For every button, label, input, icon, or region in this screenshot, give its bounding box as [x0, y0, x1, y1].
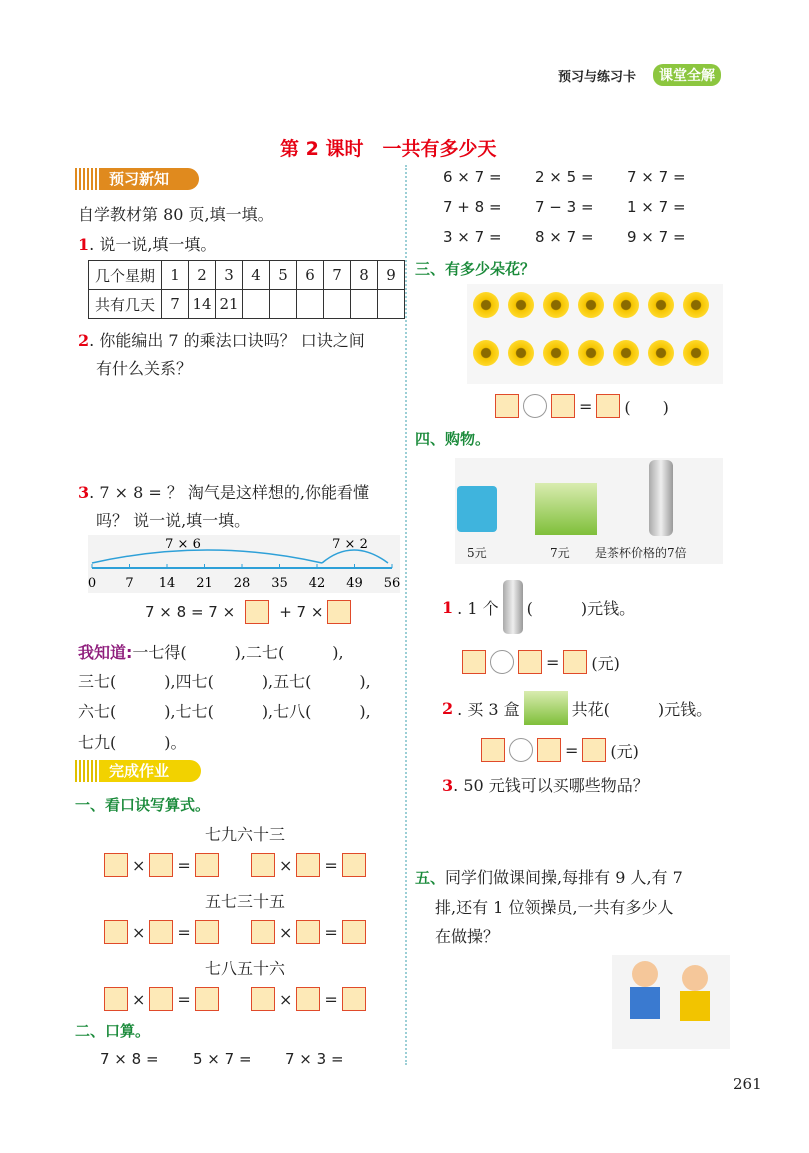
unit: (元) [591, 653, 620, 673]
q-text: ( )元钱。 [526, 598, 636, 618]
answer-box[interactable] [195, 853, 219, 877]
weeks-cell: 3 [216, 261, 243, 290]
flower-icon [543, 292, 569, 318]
flower-icon [578, 292, 604, 318]
flower-icon [613, 340, 639, 366]
eq-sign: = [324, 989, 338, 1009]
operator-circle[interactable] [509, 738, 533, 762]
equation-row [104, 920, 219, 944]
q3-equation [145, 600, 351, 624]
price: 是茶杯价格的7倍 [595, 546, 687, 560]
weeks-cell: 1 [162, 261, 189, 290]
s5-text: 在做操？ [435, 927, 500, 946]
tick-label: 14 [158, 576, 176, 591]
section-5 [415, 863, 683, 951]
eq-sign: = [324, 855, 338, 875]
answer-box[interactable] [296, 853, 320, 877]
times-sign: × [132, 855, 146, 875]
page-number: 261 [733, 1075, 762, 1093]
answer-box[interactable] [251, 987, 275, 1011]
q-number: 2 [78, 331, 90, 350]
weeks-table [88, 260, 405, 319]
equation-row [104, 987, 219, 1011]
products-image [455, 458, 723, 564]
flowers-equation [495, 394, 669, 418]
thermos-icon [503, 580, 523, 634]
thermos-icon [649, 460, 673, 536]
series-badge: 课堂全解 [653, 64, 721, 86]
times-sign: × [279, 989, 293, 1009]
equation-row [251, 853, 366, 877]
times-sign: × [279, 855, 293, 875]
answer-box[interactable] [251, 920, 275, 944]
answer-box[interactable] [563, 650, 587, 674]
q-text: 共花( )元钱。 [571, 699, 713, 719]
calc-item: 7 × 7 = [627, 168, 686, 186]
children-exercising-image [612, 955, 730, 1049]
flower-icon [578, 340, 604, 366]
flower-icon [683, 292, 709, 318]
answer-box[interactable] [327, 600, 351, 624]
number-line [88, 535, 400, 593]
know-label: 我知道: [78, 643, 133, 662]
days-cell[interactable] [270, 290, 297, 319]
q-text: . 买 3 盒 [457, 699, 520, 719]
flower-icon [648, 292, 674, 318]
tick-label: 35 [271, 576, 288, 591]
tick-label: 49 [346, 576, 363, 591]
rhyme: 七八五十六 [205, 959, 286, 978]
eq-sign: = [324, 922, 338, 942]
weeks-cell: 7 [324, 261, 351, 290]
answer-box[interactable] [149, 920, 173, 944]
section-3-title: 三、有多少朵花？ [415, 260, 536, 278]
days-cell[interactable] [324, 290, 351, 319]
q-number: 2 [442, 698, 454, 718]
rhyme: 七九六十三 [205, 825, 286, 844]
weeks-cell: 9 [378, 261, 405, 290]
equation-row [251, 987, 366, 1011]
flower-icon [543, 340, 569, 366]
calc-item: 1 × 7 = [627, 198, 686, 216]
q3-text [78, 480, 369, 503]
calc-item: 2 × 5 = [535, 168, 594, 186]
q-text: . 50 元钱可以买哪些物品？ [453, 776, 649, 795]
know-line-2: 三七( ),四七( ),五七( ), [78, 672, 371, 691]
tick-label: 7 [125, 576, 134, 591]
s5-text: 同学们做课间操,每排有 9 人,有 7 [445, 868, 683, 887]
flower-icon [648, 340, 674, 366]
q-number: 1 [78, 235, 90, 254]
q-number: 3 [78, 483, 90, 502]
q-text: . 1 个 [457, 598, 499, 618]
calc-item: 7 × 3 = [285, 1050, 344, 1068]
days-cell[interactable] [378, 290, 405, 319]
shop-q2 [442, 690, 712, 726]
weeks-cell: 2 [189, 261, 216, 290]
calc-item: 7 × 8 = [100, 1050, 159, 1068]
q-text: . 说一说,填一填。 [89, 235, 217, 254]
preview-banner: 预习新知 [75, 168, 199, 190]
answer-box[interactable] [149, 853, 173, 877]
weeks-cell: 8 [351, 261, 378, 290]
tick-label: 42 [308, 576, 326, 591]
answer-box[interactable] [296, 920, 320, 944]
tick-label: 21 [196, 576, 213, 591]
answer-box[interactable] [342, 920, 366, 944]
answer-box[interactable] [149, 987, 173, 1011]
days-cell[interactable] [351, 290, 378, 319]
know-text: 一七得( ),二七( ), [132, 643, 344, 662]
answer-box[interactable] [582, 738, 606, 762]
mug-icon [457, 486, 497, 532]
tick-label: 28 [233, 576, 251, 591]
flower-icon [508, 340, 534, 366]
days-cell[interactable] [243, 290, 270, 319]
column-divider [405, 165, 407, 1065]
rhyme: 五七三十五 [205, 892, 286, 911]
times-sign: × [132, 922, 146, 942]
eq-sign: = [177, 855, 191, 875]
book-series: 预习与练习卡 [558, 70, 637, 85]
eq-sign: = [177, 922, 191, 942]
eq-sign: = [579, 396, 593, 416]
section-1-title: 一、看口诀写算式。 [75, 796, 211, 814]
eq-sign: = [177, 989, 191, 1009]
know-line-1 [78, 640, 344, 663]
know-line-3: 六七( ),七七( ),七八( ), [78, 702, 371, 721]
price: 5元 [467, 546, 487, 560]
answer-box[interactable] [537, 738, 561, 762]
intro-text: 自学教材第 80 页,填一填。 [78, 205, 274, 224]
homework-banner: 完成作业 [75, 760, 201, 782]
eq-text: 7 × 8 = 7 × [145, 603, 236, 621]
answer-box[interactable] [342, 987, 366, 1011]
q-text: . 7 × 8 = ？ 淘气是这样想的,你能看懂 [89, 483, 370, 502]
tea-box-icon [535, 483, 597, 535]
answer-box[interactable] [596, 394, 620, 418]
arc-label: 7 × 6 [165, 537, 201, 552]
answer-box[interactable] [495, 394, 519, 418]
page-title: 第 2 课时 一共有多少天 [280, 138, 497, 160]
times-sign: × [279, 922, 293, 942]
q2-text [78, 328, 365, 351]
tick-label: 0 [88, 576, 97, 591]
section-5-title: 五、 [415, 869, 446, 887]
tea-box-icon [524, 691, 568, 725]
answer-box[interactable] [104, 920, 128, 944]
unit: (元) [610, 741, 639, 761]
unit-paren: ( ) [624, 397, 669, 417]
weeks-cell: 5 [270, 261, 297, 290]
calc-item: 7 − 3 = [535, 198, 594, 216]
answer-box[interactable] [296, 987, 320, 1011]
operator-circle[interactable] [490, 650, 514, 674]
shop-q1 [442, 578, 635, 636]
q-number: 3 [442, 776, 454, 795]
shop-q1-equation [462, 650, 620, 674]
flowers-image [467, 284, 723, 384]
price: 7元 [550, 546, 570, 560]
flower-icon [473, 340, 499, 366]
flower-icon [683, 340, 709, 366]
weeks-cell: 4 [243, 261, 270, 290]
answer-box[interactable] [104, 853, 128, 877]
shop-q2-equation [481, 738, 639, 762]
answer-box[interactable] [518, 650, 542, 674]
q1-text [78, 232, 216, 255]
operator-circle[interactable] [523, 394, 547, 418]
arc-label: 7 × 2 [332, 537, 368, 552]
q-text: . 你能编出 7 的乘法口诀吗？ 口诀之间 [89, 331, 365, 350]
calc-item: 9 × 7 = [627, 228, 686, 246]
answer-box[interactable] [104, 987, 128, 1011]
s5-text: 排,还有 1 位领操员,一共有多少人 [435, 898, 674, 917]
eq-text: + 7 × [279, 603, 324, 621]
answer-box[interactable] [245, 600, 269, 624]
answer-box[interactable] [551, 394, 575, 418]
answer-box[interactable] [195, 987, 219, 1011]
q2-line2: 有什么关系？ [96, 359, 193, 378]
eq-sign: = [546, 652, 560, 672]
shop-q3 [442, 773, 649, 796]
section-2-title: 二、口算。 [75, 1022, 151, 1040]
row-label: 几个星期 [89, 261, 162, 290]
flower-icon [473, 292, 499, 318]
know-line-4: 七九( )。 [78, 733, 187, 752]
answer-box[interactable] [342, 853, 366, 877]
equation-row [251, 920, 366, 944]
answer-box[interactable] [481, 738, 505, 762]
days-cell: 21 [216, 290, 243, 319]
calc-item: 8 × 7 = [535, 228, 594, 246]
answer-box[interactable] [462, 650, 486, 674]
q-number: 1 [442, 597, 454, 617]
answer-box[interactable] [251, 853, 275, 877]
eq-sign: = [565, 740, 579, 760]
flower-icon [508, 292, 534, 318]
section-4-title: 四、购物。 [415, 430, 491, 448]
flower-icon [613, 292, 639, 318]
days-cell: 7 [162, 290, 189, 319]
equation-row [104, 853, 219, 877]
calc-item: 5 × 7 = [193, 1050, 252, 1068]
calc-item: 3 × 7 = [443, 228, 502, 246]
answer-box[interactable] [195, 920, 219, 944]
tick-label: 56 [383, 576, 400, 591]
days-cell[interactable] [297, 290, 324, 319]
days-cell: 14 [189, 290, 216, 319]
times-sign: × [132, 989, 146, 1009]
weeks-cell: 6 [297, 261, 324, 290]
q3-line2: 吗？ 说一说,填一填。 [96, 511, 251, 530]
calc-item: 6 × 7 = [443, 168, 502, 186]
calc-item: 7 + 8 = [443, 198, 502, 216]
row-label: 共有几天 [89, 290, 162, 319]
